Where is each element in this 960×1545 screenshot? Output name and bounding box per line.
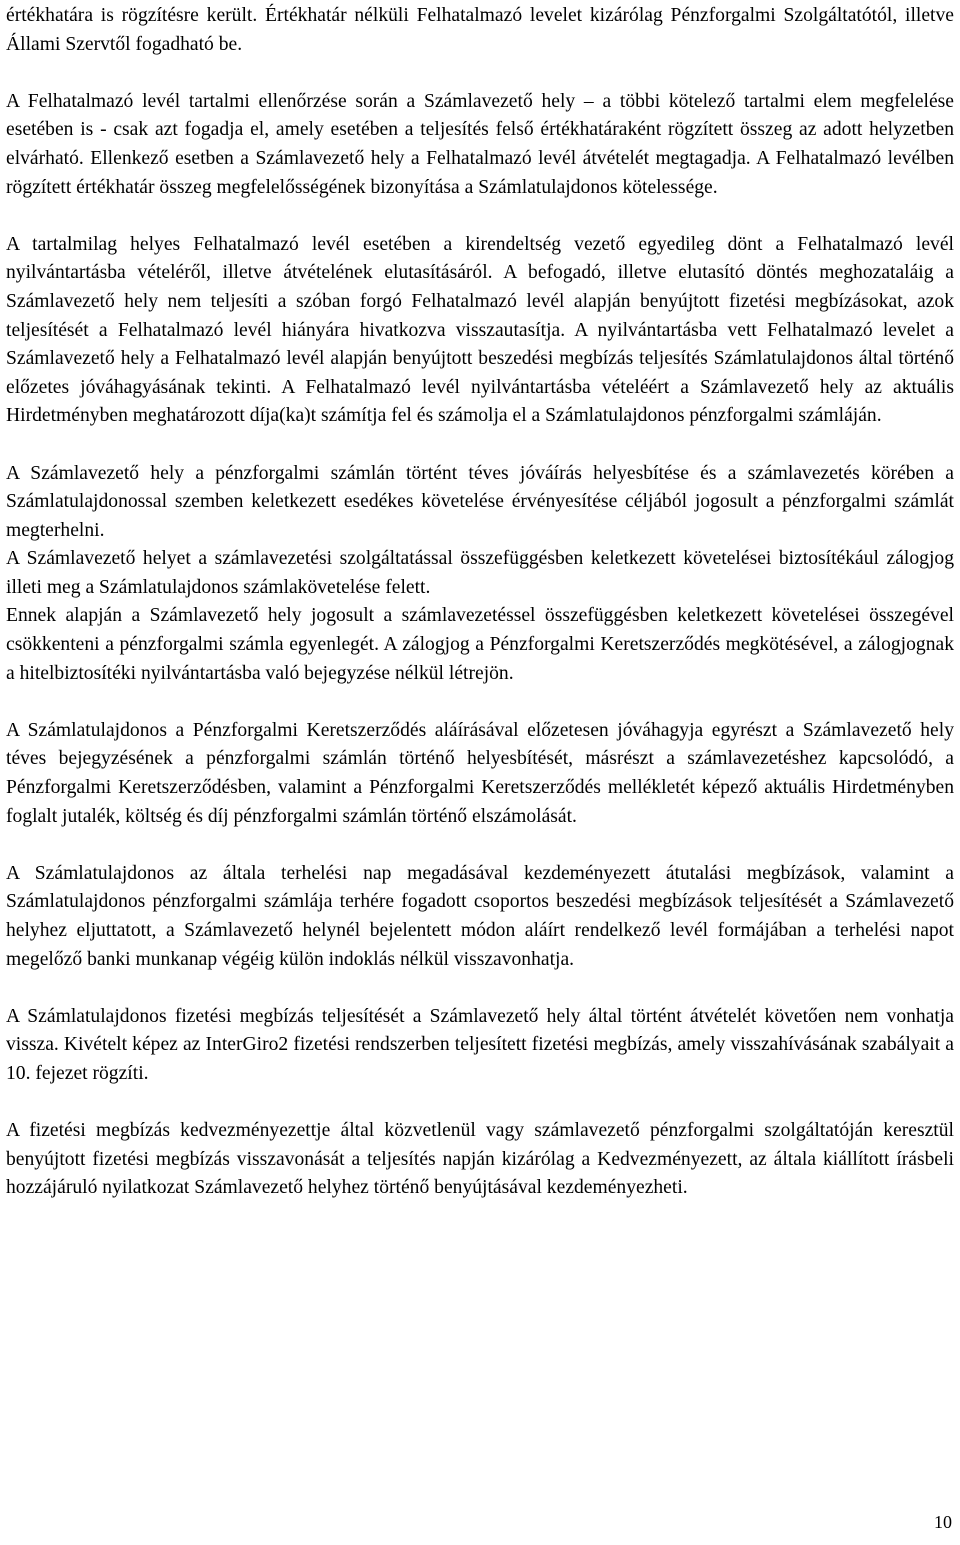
paragraph-correction-right: A Számlavezető hely a pénzforgalmi számlán történt téves jóváírás helyesbítése és a számlavezetés körében a Számlatulajdonossal szemben keletkezett esedékes követelése érvényesítése céljából jogosult a pénzforgalmi számlát megterhelni.	[6, 462, 954, 541]
paragraph-revocation: A Számlatulajdonos az általa terhelési nap megadásával kezdeményezett átutalási megbízások, valamint a Számlatulajdonos pénzforgalmi számlája terhére fogadott csoportos beszedési megbízások teljesítését a Számlavezető helyhez eljuttatott, a Számlavezető helynél bejelentett módon aláírt rendelkező levél formájában a terhelési napot megelőző banki munkanap végéig külön indoklás nélkül visszavonhatja.	[6, 862, 954, 970]
paragraph-content-check: A Felhatalmazó levél tartalmi ellenőrzése során a Számlavezető hely – a többi kötelező tartalmi elem megfelelése esetében is - csak azt fogadja el, amely esetében a teljesítés felső értékhatáraként rögzített összeg az adott helyzetben elvárható. Ellenkező esetben a Számlavezető hely a Felhatalmazó levél átvételét megtagadja. A Felhatalmazó levélben rögzített értékhatár összeg megfelelősségének bizonyítása a Számlatulajdonos kötelessége.	[6, 90, 954, 198]
paragraph-registration-decision: A tartalmilag helyes Felhatalmazó levél esetében a kirendeltség vezető egyedileg dönt a Felhatalmazó levél nyilvántartásba vételéről, illetve átvételének elutasításáról. A befogadó, illetve elutasító döntés meghozataláig a Számlavezető hely nem teljesíti a szóban forgó Felhatalmazó levél alapján benyújtott fizetési megbízásokat, azok teljesítését a Felhatalmazó levél hiányára hivatkozva visszautasítja. A nyilvántartásba vett Felhatalmazó levelet a Számlavezető hely a Felhatalmazó levél alapján benyújtott beszedési megbízás teljesítés Számlatulajdonos által történő előzetes jóváhagyásának tekinti. A Felhatalmazó levél nyilvántartásba vételéért a Számlavezető hely az aktuális Hirdetményben meghatározott díja(ka)t számítja fel és számolja el a Számlatulajdonos pénzforgalmi számláján.	[6, 233, 954, 427]
paragraph-lien: A Számlavezető helyet a számlavezetési szolgáltatással összefüggésben keletkezett követelései biztosítékául zálogjog illeti meg a Számlatulajdonos számlakövetelése felett.	[6, 548, 954, 598]
paragraph-beneficiary-revocation: A fizetési megbízás kedvezményezettje által közvetlenül vagy számlavezető pénzforgalmi szolgáltatóján keresztül benyújtott fizetési megbízás visszavonását a teljesítés napján kizárólag a Kedvezményezett, az általa kiállított írásbeli hozzájáruló nyilatkozat Számlavezető helyhez történő benyújtásával kezdeményezheti.	[6, 1120, 954, 1199]
paragraph-approval: A Számlatulajdonos a Pénzforgalmi Keretszerződés aláírásával előzetesen jóváhagyja egyrészt a Számlavezető hely téves bejegyzésének a pénzforgalmi számlán történő helyesbítését, másrészt a számlavezetéshez kapcsolódó, a Pénzforgalmi Keretszerződésben, valamint a Pénzforgalmi Keretszerződés mellékletét képező aktuális Hirdetményben foglalt jutalék, költség és díj pénzforgalmi számlán történő elszámolását.	[6, 719, 954, 827]
document-body	[6, 2, 954, 1232]
paragraph-value-limit: értékhatára is rögzítésre került. Értékhatár nélküli Felhatalmazó levelet kizárólag Pénzforgalmi Szolgáltatótól, illetve Állami Szervtől fogadható be.	[6, 5, 954, 55]
paragraph-irrevocability: A Számlatulajdonos fizetési megbízás teljesítését a Számlavezető hely által történt átvételét követően nem vonhatja vissza. Kivételt képez az InterGiro2 fizetési rendszerben teljesített fizetési megbízás, amely visszahívásának szabályait a 10. fejezet rögzíti.	[6, 1005, 954, 1084]
page-number: 10	[934, 1512, 952, 1532]
paragraph-lien-consequence: Ennek alapján a Számlavezető hely jogosult a számlavezetéssel összefüggésben keletkezett követelései összegével csökkenteni a pénzforgalmi számla egyenlegét. A zálogjog a Pénzforgalmi Keretszerződés megkötésével, a zálogjognak a hitelbiztosítéki nyilvántartásba való bejegyzése nélkül létrejön.	[6, 605, 954, 684]
